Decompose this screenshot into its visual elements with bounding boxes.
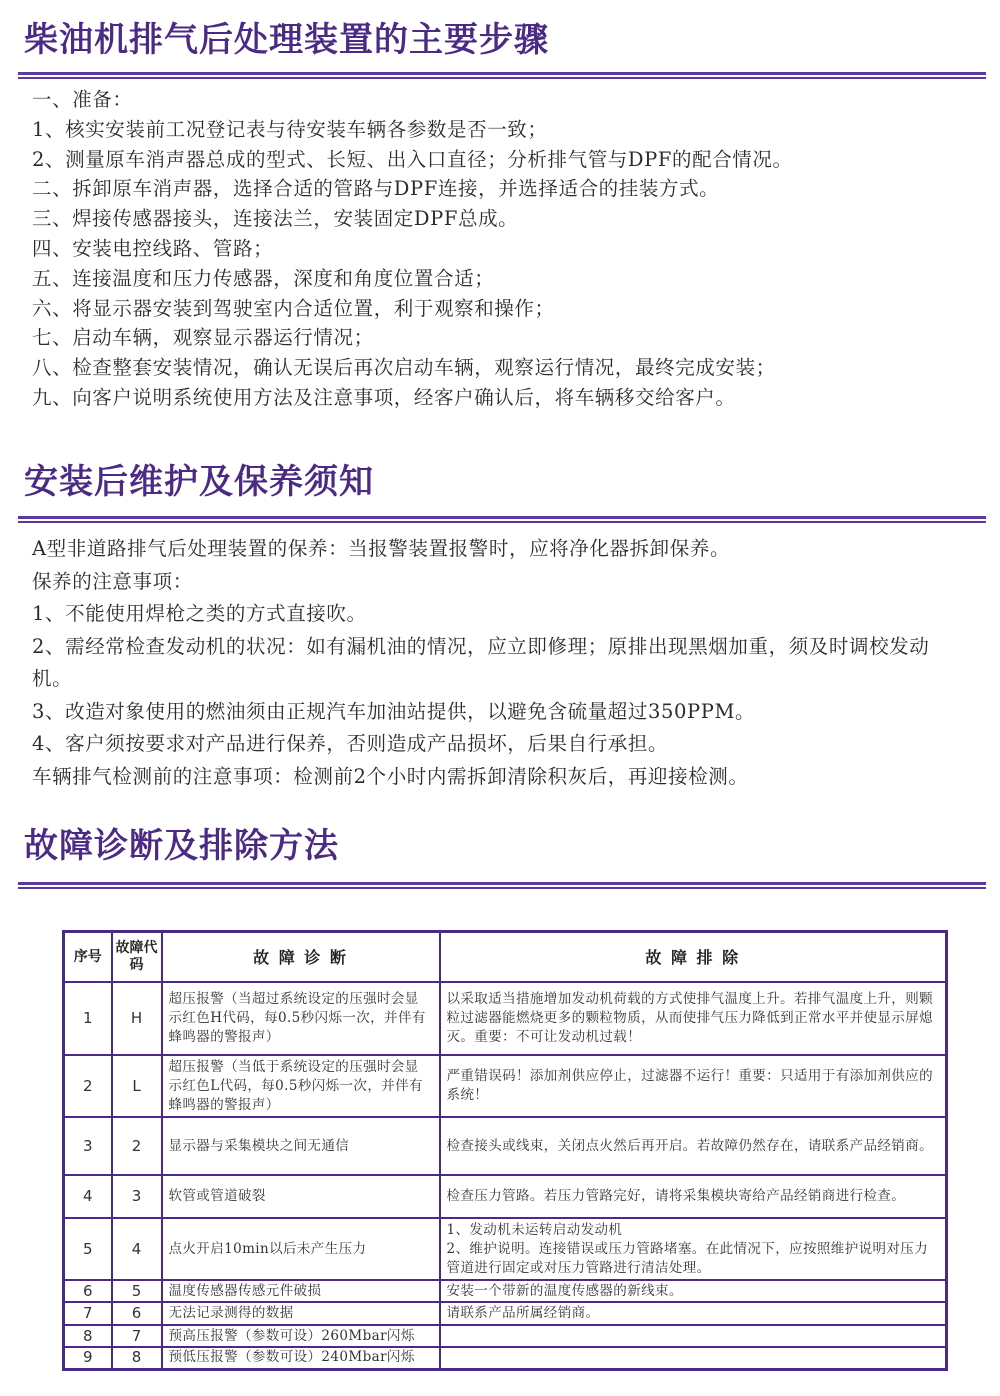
header-solution: 故 障 排 除 (440, 932, 947, 983)
solution-cell (440, 1325, 947, 1347)
seq-cell: 6 (64, 1280, 112, 1302)
list-item: 七、启动车辆，观察显示器运行情况； (32, 326, 374, 350)
list-item: 车辆排气检测前的注意事项：检测前2个小时内需拆卸清除积灰后，再迎接检测。 (32, 764, 749, 788)
seq-cell: 3 (64, 1117, 112, 1175)
table-row (64, 1347, 947, 1369)
section-divider (18, 72, 986, 79)
section-divider (18, 882, 986, 889)
code-cell: 2 (112, 1117, 162, 1175)
diagnosis-cell: 超压报警（当超过系统设定的压强时会显示红色H代码，每0.5秒闪烁一次，并伴有蜂鸣器的警报声） (162, 982, 440, 1055)
diagnosis-cell: 温度传感器传感元件破损 (162, 1280, 440, 1302)
header-seq: 序号 (64, 932, 112, 983)
list-item: 八、检查整套安装情况，确认无误后再次启动车辆，观察运行情况，最终完成安装； (32, 356, 776, 380)
seq-cell: 1 (64, 982, 112, 1055)
list-item: A型非道路排气后处理装置的保养：当报警装置报警时，应将净化器拆卸保养。 (32, 537, 731, 560)
list-item: 2、测量原车消声器总成的型式、长短、出入口直径；分析排气管与DPF的配合情况。 (32, 147, 793, 171)
diagnosis-cell: 超压报警（当低于系统设定的压强时会显示红色L代码，每0.5秒闪烁一次，并伴有蜂鸣器的警报声） (162, 1055, 440, 1117)
section-divider (18, 516, 986, 523)
list-item: 五、连接温度和压力传感器，深度和角度位置合适； (32, 266, 495, 290)
list-item: 六、将显示器安装到驾驶室内合适位置，利于观察和操作； (32, 296, 555, 320)
section-title-main-steps: 柴油机排气后处理装置的主要步骤 (24, 20, 549, 60)
diagnosis-cell: 预高压报警（参数可设）260Mbar闪烁 (162, 1325, 440, 1347)
fault-table (62, 930, 948, 1371)
table-row (64, 1218, 947, 1280)
seq-cell: 5 (64, 1218, 112, 1280)
list-item: 4、客户须按要求对产品进行保养，否则造成产品损坏，后果自行承担。 (32, 732, 669, 755)
list-item: 1、核实安装前工况登记表与待安装车辆各参数是否一致； (32, 117, 548, 141)
section-title-maintenance: 安装后维护及保养须知 (24, 462, 374, 502)
list-item: 一、准备： (32, 88, 133, 111)
code-cell: H (112, 982, 162, 1055)
seq-cell: 2 (64, 1055, 112, 1117)
solution-cell: 严重错误码！添加剂供应停止，过滤器不运行！重要：只适用于有添加剂供应的系统！ (440, 1055, 947, 1117)
diagnosis-cell: 无法记录测得的数据 (162, 1302, 440, 1325)
table-row (64, 1302, 947, 1325)
list-item: 保养的注意事项： (32, 569, 193, 593)
code-cell: L (112, 1055, 162, 1117)
code-cell: 8 (112, 1347, 162, 1369)
list-item: 二、拆卸原车消声器，选择合适的管路与DPF连接，并选择适合的挂装方式。 (32, 177, 720, 201)
solution-cell: 请联系产品所属经销商。 (440, 1302, 947, 1325)
main-steps-list (32, 85, 793, 413)
solution-cell: 安装一个带新的温度传感器的新线束。 (440, 1280, 947, 1302)
table-row (64, 1055, 947, 1117)
diagnosis-cell: 软管或管道破裂 (162, 1175, 440, 1218)
code-cell: 5 (112, 1280, 162, 1302)
list-item: 九、向客户说明系统使用方法及注意事项，经客户确认后，将车辆移交给客户。 (32, 385, 736, 409)
diagnosis-cell: 点火开启10min以后未产生压力 (162, 1218, 440, 1280)
list-item: 三、焊接传感器接头，连接法兰，安装固定DPF总成。 (32, 207, 519, 231)
diagnosis-cell: 显示器与采集模块之间无通信 (162, 1117, 440, 1175)
table-row (64, 1280, 947, 1302)
list-item: 3、改造对象使用的燃油须由正规汽车加油站提供，以避免含硫量超过350PPM。 (32, 699, 756, 723)
solution-cell: 以采取适当措施增加发动机荷载的方式使排气温度上升。若排气温度上升，则颗粒过滤器能燃烧更多的颗粒物质，从而使排气压力降低到正常水平并使显示屏熄灭。重要：不可让发动机过载！ (440, 982, 947, 1055)
seq-cell: 9 (64, 1347, 112, 1369)
solution-cell (440, 1347, 947, 1369)
solution-cell: 1、发动机未运转启动发动机 2、维护说明。连接错误或压力管路堵塞。在此情况下，应按照维护说明对压力管道进行固定或对压力管路进行清洁处理。 (440, 1218, 947, 1280)
code-cell: 7 (112, 1325, 162, 1347)
fault-table-header-row (64, 932, 947, 983)
seq-cell: 4 (64, 1175, 112, 1218)
header-code: 故障代码 (112, 932, 162, 983)
diagnosis-cell: 预低压报警（参数可设）240Mbar闪烁 (162, 1347, 440, 1369)
header-diagnosis: 故 障 诊 断 (162, 932, 440, 983)
solution-cell: 检查压力管路。若压力管路完好，请将采集模块寄给产品经销商进行检查。 (440, 1175, 947, 1218)
list-item: 四、安装电控线路、管路； (32, 236, 274, 260)
table-row (64, 982, 947, 1055)
table-row (64, 1325, 947, 1347)
solution-cell: 检查接头或线束，关闭点火然后再开启。若故障仍然存在，请联系产品经销商。 (440, 1117, 947, 1175)
list-item: 1、不能使用焊枪之类的方式直接吹。 (32, 602, 367, 625)
table-row (64, 1117, 947, 1175)
code-cell: 6 (112, 1302, 162, 1325)
code-cell: 4 (112, 1218, 162, 1280)
seq-cell: 8 (64, 1325, 112, 1347)
seq-cell: 7 (64, 1302, 112, 1325)
code-cell: 3 (112, 1175, 162, 1218)
maintenance-list (32, 533, 967, 793)
section-title-fault-diagnosis: 故障诊断及排除方法 (24, 826, 339, 866)
list-item: 2、需经常检查发动机的状况：如有漏机油的情况，应立即修理；原排出现黑烟加重，须及时调校发动机。 (32, 634, 930, 690)
table-row (64, 1175, 947, 1218)
